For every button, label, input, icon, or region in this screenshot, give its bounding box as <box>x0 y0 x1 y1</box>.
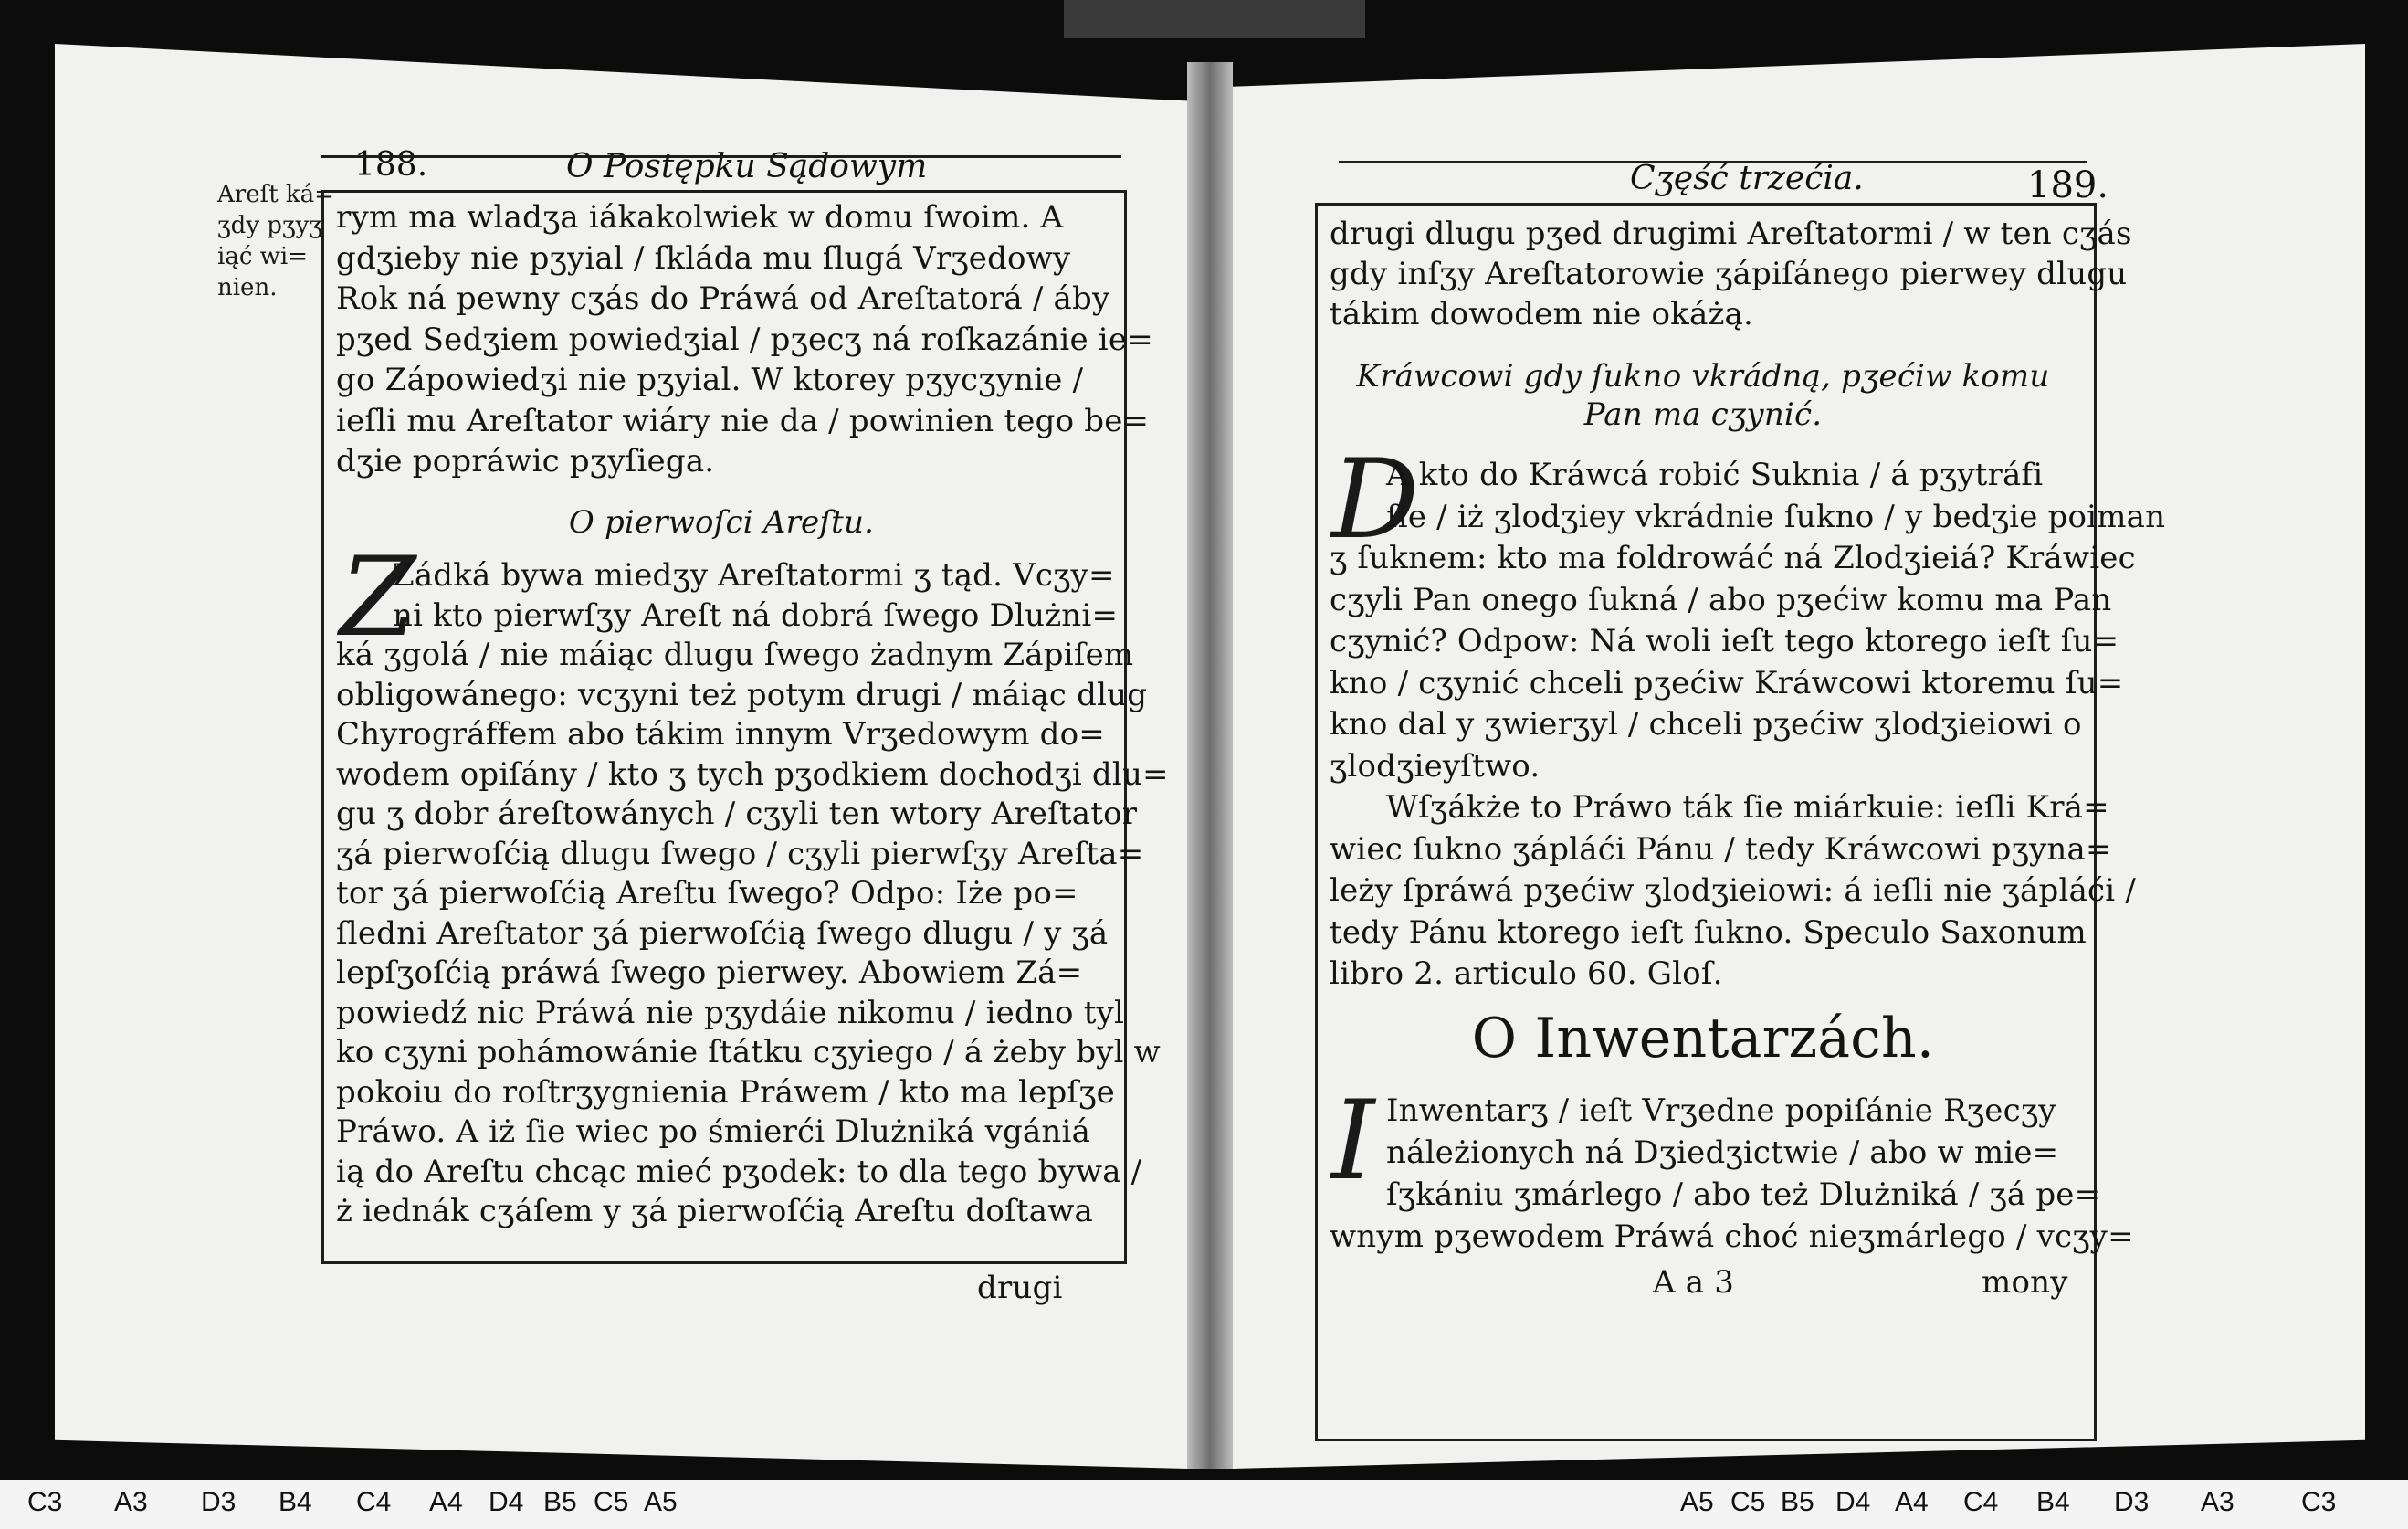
collation-label: B4 <box>2036 1487 2070 1517</box>
text-line: tákim dowodem nie okáżą. <box>1330 296 1754 332</box>
right-running-title: Cʒęść trzećia. <box>1630 160 1864 197</box>
text-line: gdy inſʒy Areſtatorowie ʒápiſánego pierwey dlugu <box>1330 256 2128 292</box>
collation-label: C5 <box>1730 1487 1766 1517</box>
text-line: wiec ſukno ʒápláći Pánu / tedy Kráwcowi pʒyna= <box>1330 830 2112 868</box>
collation-label: C4 <box>356 1487 392 1517</box>
text-line: náleżionych ná Dʒiedʒictwie / abo w mie= <box>1386 1134 2059 1171</box>
collation-label: A3 <box>2201 1487 2234 1517</box>
text-line: wodem opiſány / kto ʒ tych pʒodkiem dochodʒi dlu= <box>336 755 1169 793</box>
text-line: lepſʒoſćią práwá ſwego pierwey. Abowiem Zá= <box>336 954 1083 991</box>
text-line: gdʒieby nie pʒyial / ſkláda mu ſlugá Vrʒedowy <box>336 239 1071 277</box>
right-header-rule <box>1339 161 2087 163</box>
left-margin-note <box>217 179 334 303</box>
collation-label: A4 <box>1895 1487 1929 1517</box>
text-line: ʒ ſuknem: kto ma foldrowáć ná Zlodʒieiá? Kráwiec <box>1330 540 2136 576</box>
text-line: Chyrográffem abo tákim innym Vrʒedowym do= <box>336 716 1105 753</box>
text-line: powiedź nic Práwá nie pʒydáie nikomu / iedno tyl <box>336 994 1125 1031</box>
text-line: tedy Pánu ktorego ieſt ſukno. Speculo Saxonum <box>1330 913 2087 951</box>
text-line: gu ʒ dobr áreſtowánych / cʒyli ten wtory Areſtator <box>336 796 1138 832</box>
collation-label: D4 <box>489 1487 524 1517</box>
text-line: Inwentarʒ / ieſt Vrʒedne popiſánie Rʒecʒy <box>1386 1092 2056 1129</box>
collation-label: A5 <box>644 1487 678 1517</box>
collation-strip <box>0 1480 2408 1529</box>
left-running-title: O Postępku Sądowym <box>566 148 928 185</box>
text-line: cʒynić? Odpow: Ná woli ieſt tego ktorego ieſt ſu= <box>1330 623 2119 659</box>
margin-note-line: Areſt ká= <box>217 181 334 208</box>
text-line: ieſli mu Areſtator wiáry nie da / powinien tego be= <box>336 402 1150 439</box>
text-line: cʒyli Pan onego ſukná / abo pʒećiw komu ma Pan <box>1330 581 2112 618</box>
margin-note-line: nien. <box>217 274 278 301</box>
text-line: rym ma wladʒa iákakolwiek w domu ſwoim. A <box>336 199 1064 236</box>
text-line: ko cʒyni pohámowánie ſtátku cʒyiego / á żeby byl w <box>336 1034 1161 1070</box>
section-title: O Inwentarzách. <box>1471 1007 1935 1070</box>
text-line: pokoiu do roſtrʒygnienia Práwem / kto ma lepſʒe <box>336 1073 1115 1111</box>
margin-note-line: ʒdy pʒyʒ <box>217 212 322 239</box>
book-gutter <box>1187 62 1233 1469</box>
text-line: ká ʒgolá / nie máiąc dlugu ſwego żadnym Zápiſem <box>336 637 1134 673</box>
collation-label: D3 <box>2114 1487 2150 1517</box>
text-line: obligowánego: vcʒyni też potym drugi / máiąc dlug <box>336 676 1148 713</box>
left-header-rule <box>321 155 1121 158</box>
text-line: Wſʒákże to Práwo ták ſie miárkuie: ieſli Krá= <box>1386 789 2109 826</box>
text-line: A kto do Kráwcá robić Suknia / á pʒytráfi <box>1386 457 2044 493</box>
text-line: ż iednák cʒáſem y ʒá pierwoſćią Areſtu doſtawa <box>336 1193 1093 1229</box>
text-line: libro 2. articulo 60. Gloſ. <box>1330 955 1723 992</box>
right-heading-line: Pan ma cʒynić. <box>1583 396 1823 433</box>
text-line: Zádká bywa miedʒy Areſtatormi ʒ tąd. Vcʒy= <box>393 557 1115 594</box>
text-line: kno / cʒynić chceli pʒećiw Kráwcowi ktoremu ſu= <box>1330 664 2124 701</box>
text-line: ią do Areſtu chcąc mieć pʒodek: to dla tego bywa / <box>336 1153 1142 1190</box>
text-line: Práwo. A iż ſie wiec po śmierći Dlużniká vgániá <box>336 1113 1091 1150</box>
right-heading-line: Kráwcowi gdy ſukno vkrádną, pʒećiw komu <box>1356 358 2050 395</box>
text-line: dʒie popráwic pʒyſiega. <box>336 443 715 480</box>
collation-label: D3 <box>201 1487 237 1517</box>
text-line: Rok ná pewny cʒás do Práwá od Areſtatorá / áby <box>336 280 1110 317</box>
collation-label: A3 <box>114 1487 148 1517</box>
text-line: pʒed Sedʒiem powiedʒial / pʒecʒ ná roſkazánie ie= <box>336 321 1153 358</box>
right-catchword: mony <box>1982 1264 2068 1301</box>
margin-note-line: iąć wi= <box>217 243 308 270</box>
text-line: kno dal y ʒwierʒyl / chceli pʒećiw ʒlodʒieiowi o <box>1330 706 2082 743</box>
collation-label: B5 <box>1781 1487 1814 1517</box>
left-heading: O pierwoſci Areſtu. <box>568 504 875 541</box>
right-drop-cap-2: I <box>1331 1078 1375 1205</box>
collation-label: C5 <box>594 1487 629 1517</box>
text-line: tor ʒá pierwoſćią Areſtu ſwego? Odpo: Iże po= <box>336 875 1078 912</box>
scanner-top-block <box>1064 0 1365 38</box>
collation-label: B4 <box>279 1487 312 1517</box>
text-line: go Zápowiedʒi nie pʒyial. W ktorey pʒycʒynie / <box>336 362 1084 398</box>
text-line: ʒá pierwoſćią dlugu ſwego / cʒyli pierwſʒy Areſta= <box>336 835 1144 872</box>
text-line: ni kto pierwſʒy Areſt ná dobrá ſwego Dlużni= <box>393 596 1119 634</box>
collation-label: A5 <box>1680 1487 1714 1517</box>
text-line: wnym pʒewodem Práwá choć nieʒmárlego / vcʒy= <box>1330 1218 2134 1255</box>
left-drop-cap: Z <box>340 534 416 661</box>
collation-label: A4 <box>429 1487 463 1517</box>
right-page-number: 189. <box>2027 164 2109 206</box>
text-line: drugi dlugu pʒed drugimi Areſtatormi / w ten cʒás <box>1330 216 2132 252</box>
collation-label: C3 <box>27 1487 63 1517</box>
left-catchword: drugi <box>977 1270 1063 1306</box>
text-line: ʒlodʒieyſtwo. <box>1330 747 1540 785</box>
right-drop-cap-1: D <box>1331 437 1420 564</box>
collation-label: B5 <box>543 1487 577 1517</box>
text-line: ſledni Areſtator ʒá pierwoſćią ſwego dlugu / y ʒá <box>336 914 1109 952</box>
collation-label: D4 <box>1835 1487 1871 1517</box>
signature-mark: A a 3 <box>1653 1264 1735 1301</box>
text-line: ſʒkániu ʒmárlego / abo też Dlużniká / ʒá pe= <box>1386 1176 2101 1213</box>
collation-label: C4 <box>1963 1487 1999 1517</box>
text-line: ſie / iż ʒlodʒiey vkrádnie ſukno / y bedʒie poiman <box>1386 498 2166 535</box>
left-page-number: 188. <box>354 146 428 184</box>
collation-label: C3 <box>2301 1487 2337 1517</box>
text-line: leży ſpráwá pʒećiw ʒlodʒieiowi: á ieſli nie ʒápláći / <box>1330 872 2137 909</box>
